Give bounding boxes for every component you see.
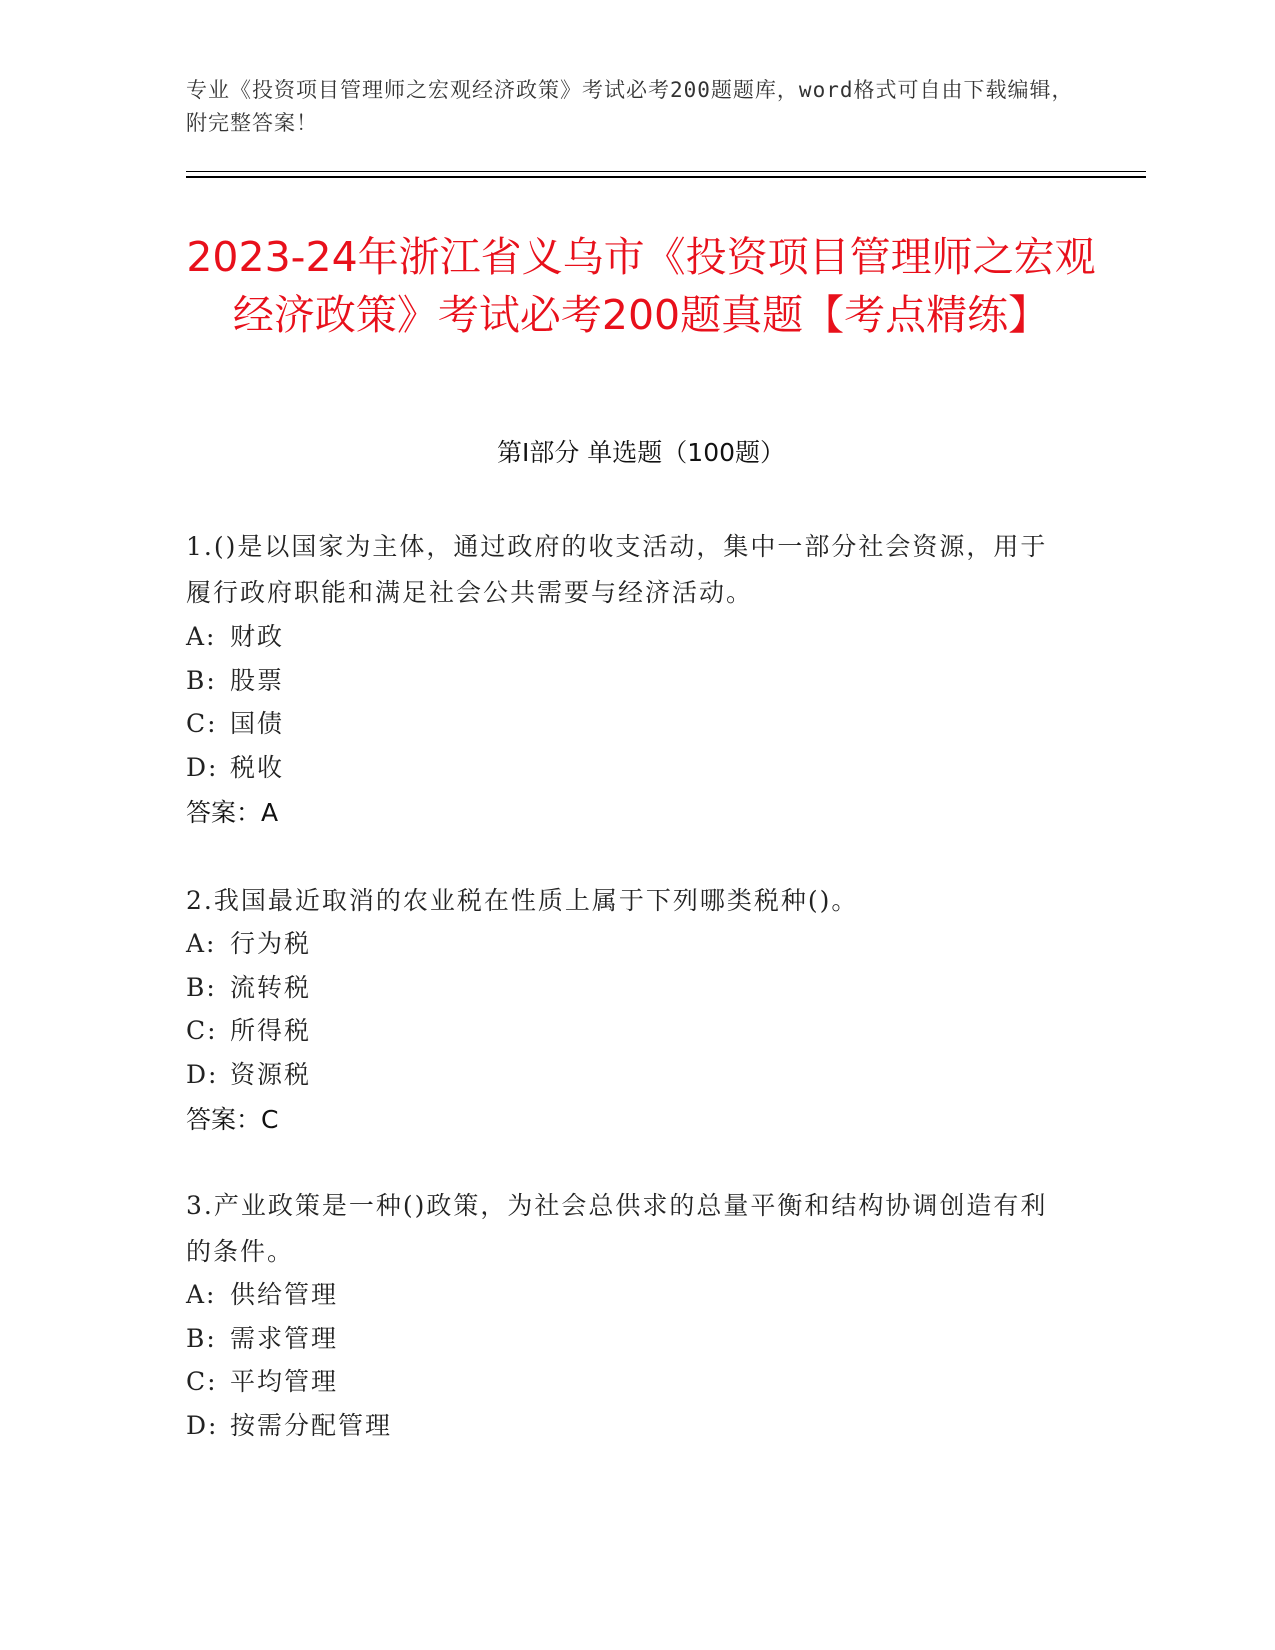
question-1-answer: 答案：A xyxy=(186,798,279,827)
question-1-option-a xyxy=(186,620,1066,654)
option-text: 税收 xyxy=(230,753,285,782)
option-key: B: xyxy=(186,666,217,695)
option-text: 股票 xyxy=(230,666,285,695)
header-rule-thick xyxy=(186,176,1146,178)
option-text: 供给管理 xyxy=(230,1280,339,1309)
option-text: 国债 xyxy=(230,709,285,738)
question-2-option-c xyxy=(186,1014,1066,1048)
document-title: 2023-24年浙江省义乌市《投资项目管理师之宏观经济政策》考试必考200题真题【考点精练】 xyxy=(186,233,1096,339)
question-3-option-a xyxy=(186,1278,1066,1312)
option-text: 需求管理 xyxy=(230,1324,339,1353)
question-3-option-b xyxy=(186,1322,1066,1356)
question-1-option-b xyxy=(186,664,1066,698)
question-2-option-b xyxy=(186,971,1066,1005)
header-note: 专业《投资项目管理师之宏观经济政策》考试必考200题题库，word格式可自由下载编辑，附完整答案！ xyxy=(186,78,1074,135)
option-key: B: xyxy=(186,973,217,1002)
question-2-stem: 2.我国最近取消的农业税在性质上属于下列哪类税种()。 xyxy=(186,886,859,915)
option-key: C: xyxy=(186,1367,218,1396)
option-key: D: xyxy=(186,753,219,782)
option-text: 平均管理 xyxy=(230,1367,339,1396)
header-rule-thin xyxy=(186,171,1146,172)
question-3-option-c xyxy=(186,1365,1066,1399)
question-2-option-d xyxy=(186,1058,1066,1092)
question-1-stem: 1.()是以国家为主体，通过政府的收支活动，集中一部分社会资源，用于履行政府职能和满足社会公共需要与经济活动。 xyxy=(186,532,1048,607)
question-3-option-d xyxy=(186,1409,1066,1443)
option-key: A: xyxy=(186,1280,217,1309)
option-text: 按需分配管理 xyxy=(230,1411,393,1440)
question-2-answer: 答案：C xyxy=(186,1105,279,1134)
option-text: 资源税 xyxy=(230,1060,312,1089)
option-text: 所得税 xyxy=(230,1016,312,1045)
option-text: 行为税 xyxy=(230,929,312,958)
option-key: A: xyxy=(186,622,217,651)
option-text: 流转税 xyxy=(230,973,312,1002)
question-1-option-c xyxy=(186,707,1066,741)
question-3-stem: 3.产业政策是一种()政策，为社会总供求的总量平衡和结构协调创造有利的条件。 xyxy=(186,1191,1048,1266)
option-key: A: xyxy=(186,929,217,958)
option-key: C: xyxy=(186,709,218,738)
option-key: C: xyxy=(186,1016,218,1045)
question-2-option-a xyxy=(186,927,1066,961)
option-key: D: xyxy=(186,1411,219,1440)
option-key: B: xyxy=(186,1324,217,1353)
option-key: D: xyxy=(186,1060,219,1089)
section-title: 第Ⅰ部分 单选题（100题） xyxy=(496,438,786,467)
option-text: 财政 xyxy=(230,622,285,651)
question-1-option-d xyxy=(186,751,1066,785)
